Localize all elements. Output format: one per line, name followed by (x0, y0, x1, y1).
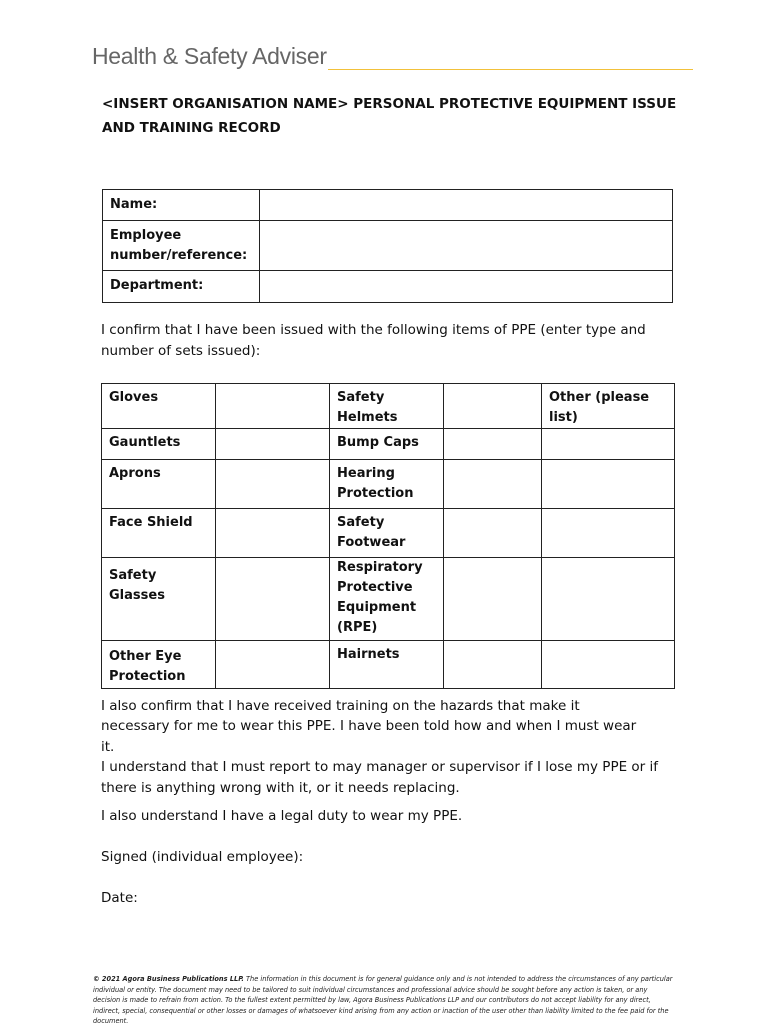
other-ppe-cell[interactable] (542, 558, 675, 641)
ppe-quantity-cell[interactable] (444, 558, 542, 641)
ppe-quantity-cell[interactable] (444, 460, 542, 509)
ppe-item-label: Gloves (102, 384, 216, 429)
table-row (102, 429, 675, 460)
ppe-item-label: Safety Footwear (330, 509, 444, 558)
ppe-quantity-cell[interactable] (444, 641, 542, 689)
ppe-quantity-cell[interactable] (216, 641, 330, 689)
ppe-item-label: Respiratory Protective Equipment (RPE) (330, 558, 444, 641)
footer-copyright: © 2021 Agora Business Publications LLP. (93, 975, 244, 983)
other-ppe-cell[interactable] (542, 509, 675, 558)
table-row (103, 221, 673, 271)
ppe-item-label: Hearing Protection (330, 460, 444, 509)
training-statement-line-1: I also confirm that I have received training on the hazards that make it (101, 698, 580, 714)
other-ppe-cell[interactable] (542, 641, 675, 689)
training-statement-line-3: it. (101, 739, 115, 755)
other-ppe-cell[interactable] (542, 429, 675, 460)
header-rule (328, 69, 693, 70)
document-title: <INSERT ORGANISATION NAME> PERSONAL PROTECTIVE EQUIPMENT ISSUE AND TRAINING RECORD (102, 96, 677, 136)
ppe-quantity-cell[interactable] (216, 460, 330, 509)
footer-disclaimer-text: The information in this document is for general guidance only and is not intended to address the circumstances of any particular individual or entity. The document may need to be tailored to suit individual circumstances and professional advice should be sought before any action is taken, or any decision is made to refrain from action. To the fullest extent permitted by law, Agora Business Publications LLP and our contributors do not accept liability for any direct, indirect, special, consequential or other losses or damages of whatsoever kind arising from any action or inaction of the user other than liability limited to the fee paid for the document. (93, 975, 673, 1025)
ppe-quantity-cell[interactable] (444, 509, 542, 558)
name-label: Name: (103, 190, 260, 221)
ppe-item-label: Hairnets (330, 641, 444, 689)
ppe-quantity-cell[interactable] (216, 429, 330, 460)
table-row (103, 190, 673, 221)
employee-number-field[interactable] (260, 221, 673, 271)
footer-disclaimer (93, 974, 675, 1027)
ppe-item-label: Other Eye Protection (102, 641, 216, 689)
ppe-quantity-cell[interactable] (444, 384, 542, 429)
issue-intro-text: I confirm that I have been issued with the following items of PPE (enter type and number of sets issued): (101, 322, 646, 359)
table-row (102, 641, 675, 689)
employee-number-label: Employee number/reference: (103, 221, 260, 271)
ppe-quantity-cell[interactable] (216, 509, 330, 558)
ppe-item-label: Gauntlets (102, 429, 216, 460)
table-row (102, 509, 675, 558)
name-field[interactable] (260, 190, 673, 221)
ppe-item-label: Safety Glasses (102, 558, 216, 641)
ppe-quantity-cell[interactable] (216, 558, 330, 641)
brand-title: Health & Safety Adviser (92, 43, 327, 69)
ppe-item-label: Aprons (102, 460, 216, 509)
department-field[interactable] (260, 271, 673, 303)
training-statement-line-2: necessary for me to wear this PPE. I have been told how and when I must wear (101, 718, 637, 734)
legal-duty-statement: I also understand I have a legal duty to wear my PPE. (101, 808, 463, 824)
ppe-item-label: Bump Caps (330, 429, 444, 460)
table-row (102, 384, 675, 429)
table-row (102, 460, 675, 509)
ppe-item-label: Safety Helmets (330, 384, 444, 429)
ppe-quantity-cell[interactable] (216, 384, 330, 429)
signature-label: Signed (individual employee): (101, 849, 304, 865)
table-row (102, 558, 675, 641)
table-row (103, 271, 673, 303)
ppe-quantity-cell[interactable] (444, 429, 542, 460)
other-ppe-cell[interactable] (542, 460, 675, 509)
department-label: Department: (103, 271, 260, 303)
employee-details-table (102, 189, 673, 303)
ppe-issue-table (101, 383, 675, 689)
report-statement: I understand that I must report to may manager or supervisor if I lose my PPE or if there is anything wrong with it, or it needs replacing. (101, 759, 659, 796)
ppe-item-label: Face Shield (102, 509, 216, 558)
date-label: Date: (101, 890, 138, 906)
other-please-list-header: Other (please list) (542, 384, 675, 429)
